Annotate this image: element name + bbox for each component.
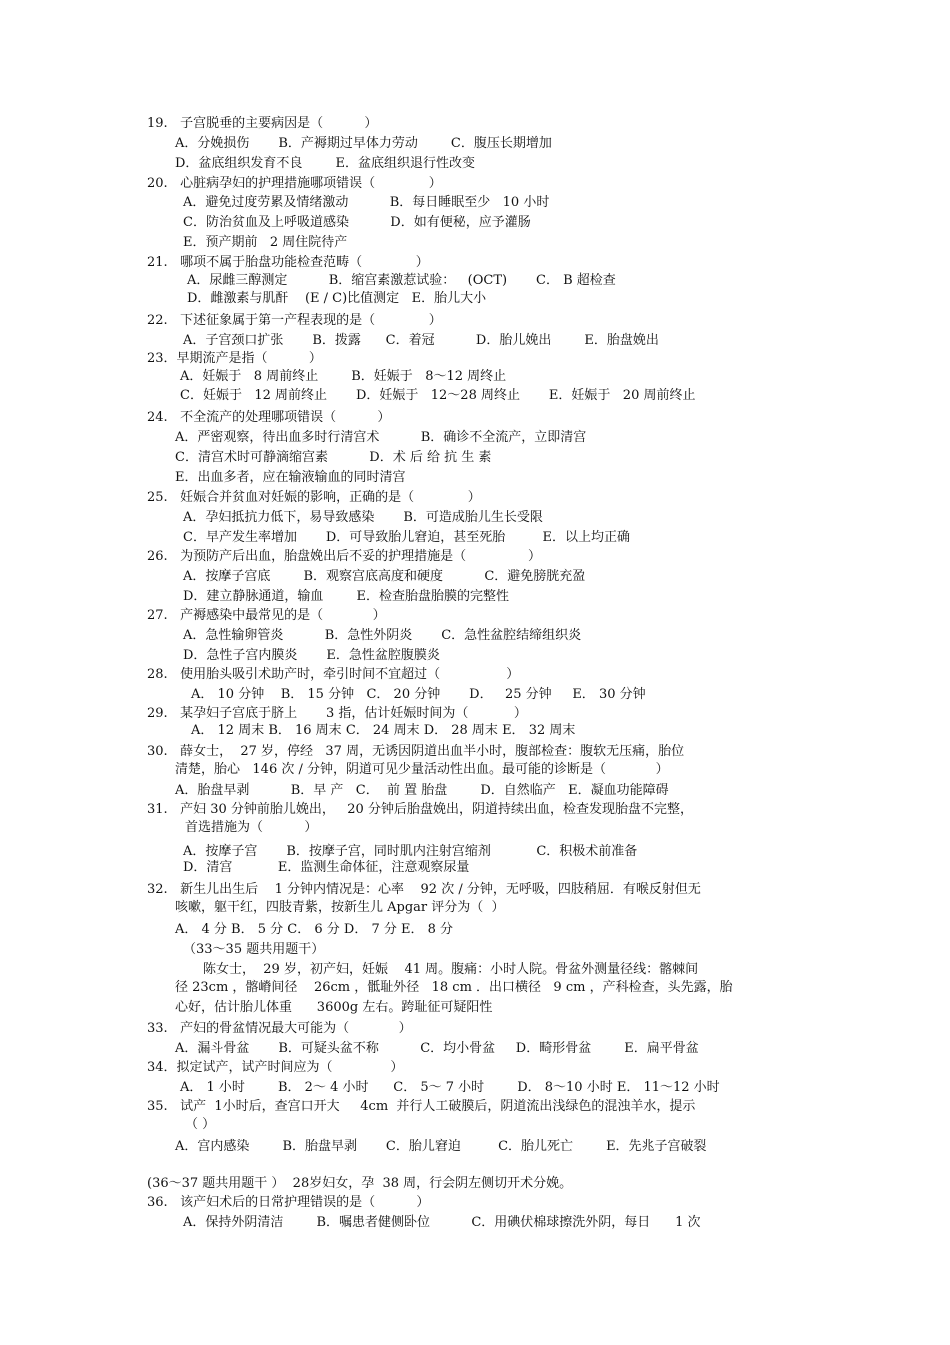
- text-line: 36. 该产妇术后的日常护理错误的是（ ）: [147, 1195, 430, 1210]
- text-line: A．按摩子宫底 B．观察宫底高度和硬度 C．避免膀胱充盈: [183, 569, 586, 584]
- text-line: 30. 薛女士， 27 岁，停经 37 周，无诱因阴道出血半小时，腹部检查：腹软无压痛，胎位: [147, 744, 685, 759]
- text-line: 21. 哪项不属于胎盘功能检查范畴（ ）: [147, 255, 429, 270]
- text-line: A．分娩损伤 B．产褥期过早体力劳动 C．腹压长期增加: [175, 136, 552, 151]
- text-line: 20. 心脏病孕妇的护理措施哪项错误（ ）: [147, 176, 442, 191]
- text-line: A． 12 周末 B． 16 周末 C． 24 周末 D． 28 周末 E． 32 周末: [191, 723, 576, 738]
- text-line: 26. 为预防产后出血，胎盘娩出后不妥的护理措施是（ ）: [147, 549, 542, 564]
- text-line: 23．早期流产是指（ ）: [147, 351, 322, 366]
- text-line: 陈女士， 29 岁，初产妇，妊娠 41 周。腹痛：小时人院。骨盆外测量径线：髂棘间: [203, 962, 699, 977]
- text-line: 24. 不全流产的处理哪项错误（ ）: [147, 410, 391, 425]
- text-line: D．清宫 E．监测生命体征，注意观察尿量: [183, 860, 470, 875]
- text-line: 28. 使用胎头吸引术助产时，牵引时间不宜超过（ ）: [147, 667, 520, 682]
- text-line: （33～35 题共用题干）: [183, 942, 325, 957]
- text-line: 27. 产褥感染中最常见的是（ ）: [147, 608, 386, 623]
- text-line: 34．拟定试产，试产时间应为（ ）: [147, 1060, 404, 1075]
- text-line: A．漏斗骨盆 B．可疑头盆不称 C．均小骨盆 D．畸形骨盆 E．扁平骨盆: [175, 1041, 699, 1056]
- text-line: A．宫内感染 B．胎盘早剥 C．胎儿窘迫 C．胎儿死亡 E．先兆子宫破裂: [175, 1139, 707, 1154]
- text-line: 咳嗽，躯干红，四肢青紫，按新生儿 Apgar 评分为（ ）: [175, 900, 505, 915]
- text-line: C．妊娠于 12 周前终止 D．妊娠于 12～28 周终止 E．妊娠于 20 周前终止: [180, 388, 696, 403]
- text-line: 35. 试产 1小时后，查宫口开大 4cm 并行人工破膜后，阴道流出浅绿色的混浊羊水，提示: [147, 1099, 696, 1114]
- text-line: D．盆底组织发育不良 E．盆底组织退行性改变: [175, 156, 475, 171]
- text-line: （ ）: [185, 1117, 216, 1132]
- text-line: 32. 新生儿出生后 1 分钟内情况是：心率 92 次 / 分钟，无呼吸，四肢稍屈．有喉反射但无: [147, 882, 701, 897]
- text-line: 心好，估计胎儿体重 3600g 左右。跨耻征可疑阳性: [175, 1000, 493, 1015]
- text-line: E．预产期前 2 周住院待产: [183, 235, 348, 250]
- text-line: A． 4 分 B． 5 分 C． 6 分 D． 7 分 E． 8 分: [175, 922, 454, 937]
- text-line: 33. 产妇的骨盆情况最大可能为（ ）: [147, 1021, 412, 1036]
- text-line: A．孕妇抵抗力低下，易导致感染 B．可造成胎儿生长受限: [183, 510, 543, 525]
- text-line: 31. 产妇 30 分钟前胎儿娩出， 20 分钟后胎盘娩出，阴道持续出血，检查发现胎盘不完整，: [147, 802, 693, 817]
- text-line: A．严密观察，待出血多时行清宫术 B．确诊不全流产，立即清宫: [175, 430, 587, 445]
- text-line: A．急性输卵管炎 B．急性外阴炎 C．急性盆腔结缔组织炎: [183, 628, 582, 643]
- text-line: C．早产发生率增加 D．可导致胎儿窘迫，甚至死胎 E．以上均正确: [183, 530, 630, 545]
- text-line: E．出血多者，应在输液输血的同时清宫: [175, 470, 406, 485]
- text-line: D．雌激素与肌酐 (E / C)比值测定 E．胎儿大小: [187, 291, 487, 306]
- text-line: A．妊娠于 8 周前终止 B．妊娠于 8～12 周终止: [180, 369, 507, 384]
- text-line: A． 1 小时 B． 2～ 4 小时 C． 5～ 7 小时 D． 8～10 小时 E． 11～12 小时: [180, 1080, 720, 1095]
- text-line: 25. 妊娠合并贫血对妊娠的影响，正确的是（ ）: [147, 490, 481, 505]
- text-line: (36～37 题共用题干 ） 28岁妇女，孕 38 周，行会阴左侧切开术分娩。: [147, 1176, 573, 1191]
- text-line: D．建立静脉通道，输血 E．检查胎盘胎膜的完整性: [183, 589, 509, 604]
- text-line: D．急性子宫内膜炎 E．急性盆腔腹膜炎: [183, 648, 440, 663]
- text-line: A．保持外阴清洁 B．嘱患者健侧卧位 C．用碘伏棉球擦洗外阴，每日 1 次: [183, 1215, 701, 1230]
- text-line: A．避免过度劳累及情绪激动 B．每日睡眠至少 10 小时: [183, 195, 550, 210]
- text-line: A．子宫颈口扩张 B．拨露 C．着冠 D．胎儿娩出 E．胎盘娩出: [183, 333, 659, 348]
- text-line: 19. 子宫脱垂的主要病因是（ ）: [147, 116, 378, 131]
- text-line: 首选措施为（ ）: [185, 820, 318, 835]
- text-line: 22. 下述征象属于第一产程表现的是（ ）: [147, 313, 442, 328]
- text-line: A．胎盘早剥 B．早 产 C． 前 置 胎盘 D．自然临产 E．凝血功能障碍: [175, 783, 669, 798]
- text-line: C．防治贫血及上呼吸道感染 D．如有便秘，应予灌肠: [183, 215, 531, 230]
- text-line: 清楚，胎心 146 次 / 分钟，阴道可见少量活动性出血。最可能的诊断是（ ）: [175, 762, 669, 777]
- text-line: A．按摩子宫 B．按摩子宫，同时肌内注射宫缩剂 C．积极术前准备: [183, 844, 638, 859]
- text-line: A．尿雌三醇测定 B．缩宫素激惹试验： (OCT) C． B 超检查: [187, 273, 616, 288]
- text-line: 29. 某孕妇子宫底于脐上 3 指，估计妊娠时间为（ ）: [147, 706, 527, 721]
- text-line: C．清宫术时可静滴缩宫素 D．术 后 给 抗 生 素: [175, 450, 492, 465]
- text-line: 径 23cm ，髂嵴间径 26cm ，骶耻外径 18 cm ．出口横径 9 cm ，产科检查，头先露，胎: [175, 980, 733, 995]
- text-line: A． 10 分钟 B． 15 分钟 C． 20 分钟 D． 25 分钟 E． 30 分钟: [191, 687, 646, 702]
